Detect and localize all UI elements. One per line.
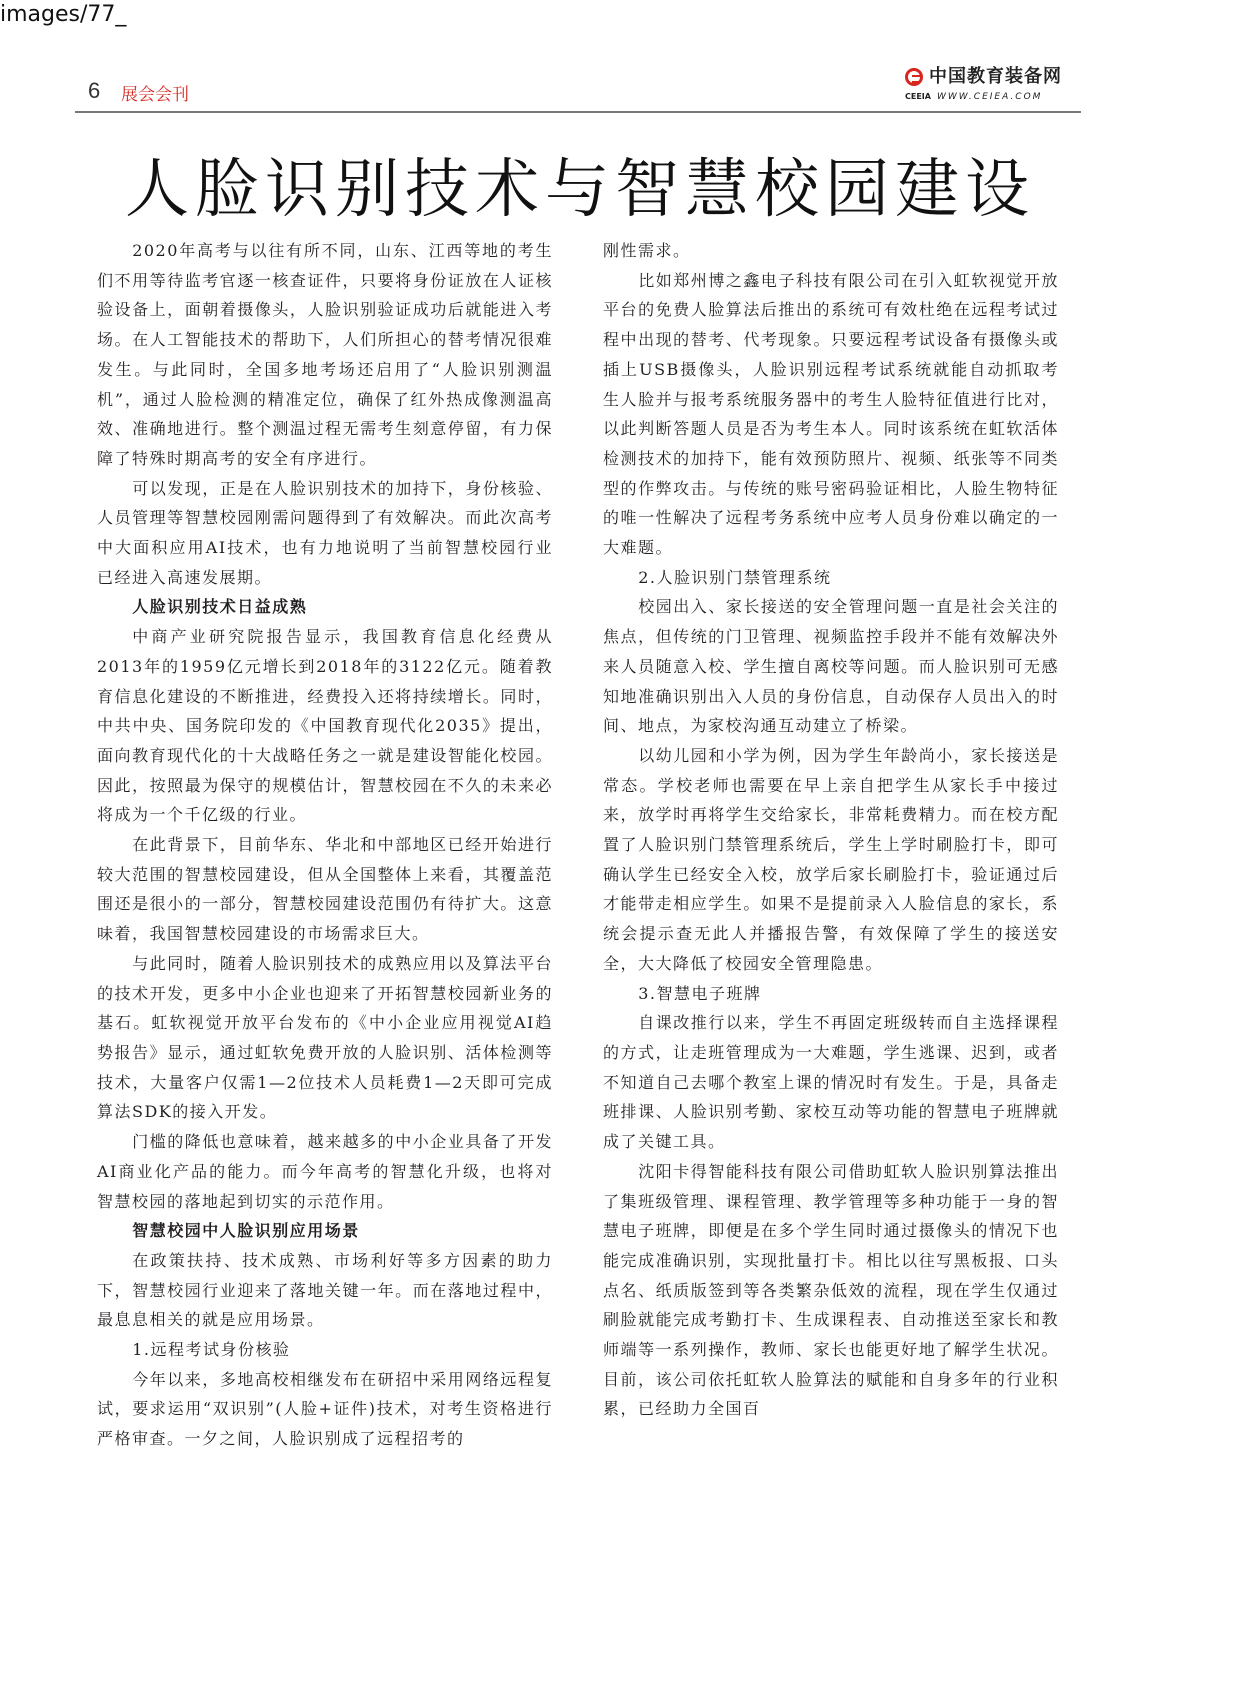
paragraph: 门槛的降低也意味着，越来越多的中小企业具备了开发AI商业化产品的能力。而今年高考的智慧化升级，也将对智慧校园的落地起到切实的示范作用。 — [97, 1132, 553, 1211]
paragraph: 可以发现，正是在人脸识别技术的加持下，身份核验、人员管理等智慧校园刚需问题得到了有效解决。而此次高考中大面积应用AI技术，也有力地说明了当前智慧校园行业已经进入高速发展期。 — [97, 478, 553, 587]
page-number: 6 — [88, 78, 101, 103]
paragraph: 2020年高考与以往有所不同，山东、江西等地的考生们不用等待监考官逐一核查证件，只要将身份证放在人证核验设备上，面朝着摄像头，人脸识别验证成功后就能进入考场。在人工智能技术的帮助下，人们所担心的替考情况很难发生。与此同时，全国多地考场还启用了“人脸识别测温机”，通过人脸检测的精准定位，确保了红外热成像测温高效、准确地进行。整个测温过程无需考生刻意停留，有力保障了特殊时期高考的安全有序进行。 — [97, 241, 553, 468]
paragraph: 3.智慧电子班牌 — [638, 983, 762, 1003]
file-label: images/77_ — [0, 2, 127, 27]
section-heading: 智慧校园中人脸识别应用场景 — [132, 1221, 360, 1241]
ceeia-logo — [905, 66, 1080, 106]
paragraph: 在政策扶持、技术成熟、市场利好等多方因素的助力下，智慧校园行业迎来了落地关键一年。而在落地过程中，最息息相关的就是应用场景。 — [97, 1250, 553, 1330]
paragraph: 中商产业研究院报告显示，我国教育信息化经费从2013年的1959亿元增长到2018年的3122亿元。随着教育信息化建设的不断推进，经费投入还将持续增长。同时，中共中央、国务院印发的《中国教育现代化2035》提出，面向教育现代化的十大战略任务之一就是建设智能化校园。因此，按照最为保守的规模估计，智慧校园在不久的未来必将成为一个千亿级的行业。 — [97, 627, 553, 825]
logo-url: WWW.CEIEA.COM — [936, 92, 1043, 102]
paragraph: 1.远程考试身份核验 — [132, 1340, 291, 1360]
article-title: 人脸识别技术与智慧校园建设 — [125, 153, 1035, 227]
section-name: 展会会刊 — [121, 85, 189, 105]
paragraph: 校园出入、家长接送的安全管理问题一直是社会关注的焦点，但传统的门卫管理、视频监控手段并不能有效解决外来人员随意入校、学生擅自离校等问题。而人脸识别可无感知地准确识别出入人员的身份信息，自动保存人员出入的时间、地点，为家校沟通互动建立了桥梁。 — [603, 597, 1059, 736]
logo-subline — [905, 91, 1042, 103]
paragraph: 在此背景下，目前华东、华北和中部地区已经开始进行较大范围的智慧校园建设，但从全国整体上来看，其覆盖范围还是很小的一部分，智慧校园建设范围仍有待扩大。这意味着，我国智慧校园建设的市场需求巨大。 — [97, 835, 553, 944]
left-column — [97, 236, 553, 1454]
paragraph: 2.人脸识别门禁管理系统 — [638, 567, 832, 587]
right-column — [603, 236, 1059, 1424]
logo-abbr: CEEIA — [905, 92, 931, 101]
logo-name: 中国教育装备网 — [929, 66, 1062, 87]
paragraph: 沈阳卡得智能科技有限公司借助虹软人脸识别算法推出了集班级管理、课程管理、教学管理等多种功能于一身的智慧电子班牌，即便是在多个学生同时通过摄像头的情况下也能完成准确识别，实现批量打卡。相比以往写黑板报、口头点名、纸质版签到等各类繁杂低效的流程，现在学生仅通过刷脸就能完成考勤打卡、生成课程表、自动推送至家长和教师端等一系列操作，教师、家长也能更好地了解学生状况。目前，该公司依托虹软人脸算法的赋能和自身多年的行业积累，已经助力全国百 — [603, 1161, 1059, 1419]
ceeia-logo-icon — [905, 68, 923, 86]
paragraph: 今年以来，多地高校相继发布在研招中采用网络远程复试，要求运用“双识别”(人脸+证件)技术，对考生资格进行严格审查。一夕之间，人脸识别成了远程招考的 — [97, 1369, 553, 1449]
paragraph: 与此同时，随着人脸识别技术的成熟应用以及算法平台的技术开发，更多中小企业也迎来了开拓智慧校园新业务的基石。虹软视觉开放平台发布的《中小企业应用视觉AI趋势报告》显示，通过虹软免费开放的人脸识别、活体检测等技术，大量客户仅需1—2位技术人员耗费1—2天即可完成算法SDK的接入开发。 — [97, 953, 553, 1122]
section-heading: 人脸识别技术日益成熟 — [132, 597, 308, 617]
paragraph: 自课改推行以来，学生不再固定班级转而自主选择课程的方式，让走班管理成为一大难题，学生逃课、迟到，或者不知道自己去哪个教室上课的情况时有发生。于是，具备走班排课、人脸识别考勤、家校互动等功能的智慧电子班牌就成了关键工具。 — [603, 1013, 1059, 1152]
paragraph: 以幼儿园和小学为例，因为学生年龄尚小，家长接送是常态。学校老师也需要在早上亲自把学生从家长手中接过来，放学时再将学生交给家长，非常耗费精力。而在校方配置了人脸识别门禁管理系统后，学生上学时刷脸打卡，即可确认学生已经安全入校，放学后家长刷脸打卡，验证通过后才能带走相应学生。如果不是提前录入人脸信息的家长，系统会提示查无此人并播报告警，有效保障了学生的接送安全，大大降低了校园安全管理隐患。 — [603, 745, 1059, 973]
paragraph: 比如郑州博之鑫电子科技有限公司在引入虹软视觉开放平台的免费人脸算法后推出的系统可有效杜绝在远程考试过程中出现的替考、代考现象。只要远程考试设备有摄像头或插上USB摄像头，人脸识别远程考试系统就能自动抓取考生人脸并与报考系统服务器中的考生人脸特征值进行比对，以此判断答题人员是否为考生本人。同时该系统在虹软活体检测技术的加持下，能有效预防照片、视频、纸张等不同类型的作弊攻击。与传统的账号密码验证相比，人脸生物特征的唯一性解决了远程考务系统中应考人员身份难以确定的一大难题。 — [603, 270, 1059, 558]
paragraph: 刚性需求。 — [603, 241, 691, 260]
header-divider — [75, 111, 1081, 113]
